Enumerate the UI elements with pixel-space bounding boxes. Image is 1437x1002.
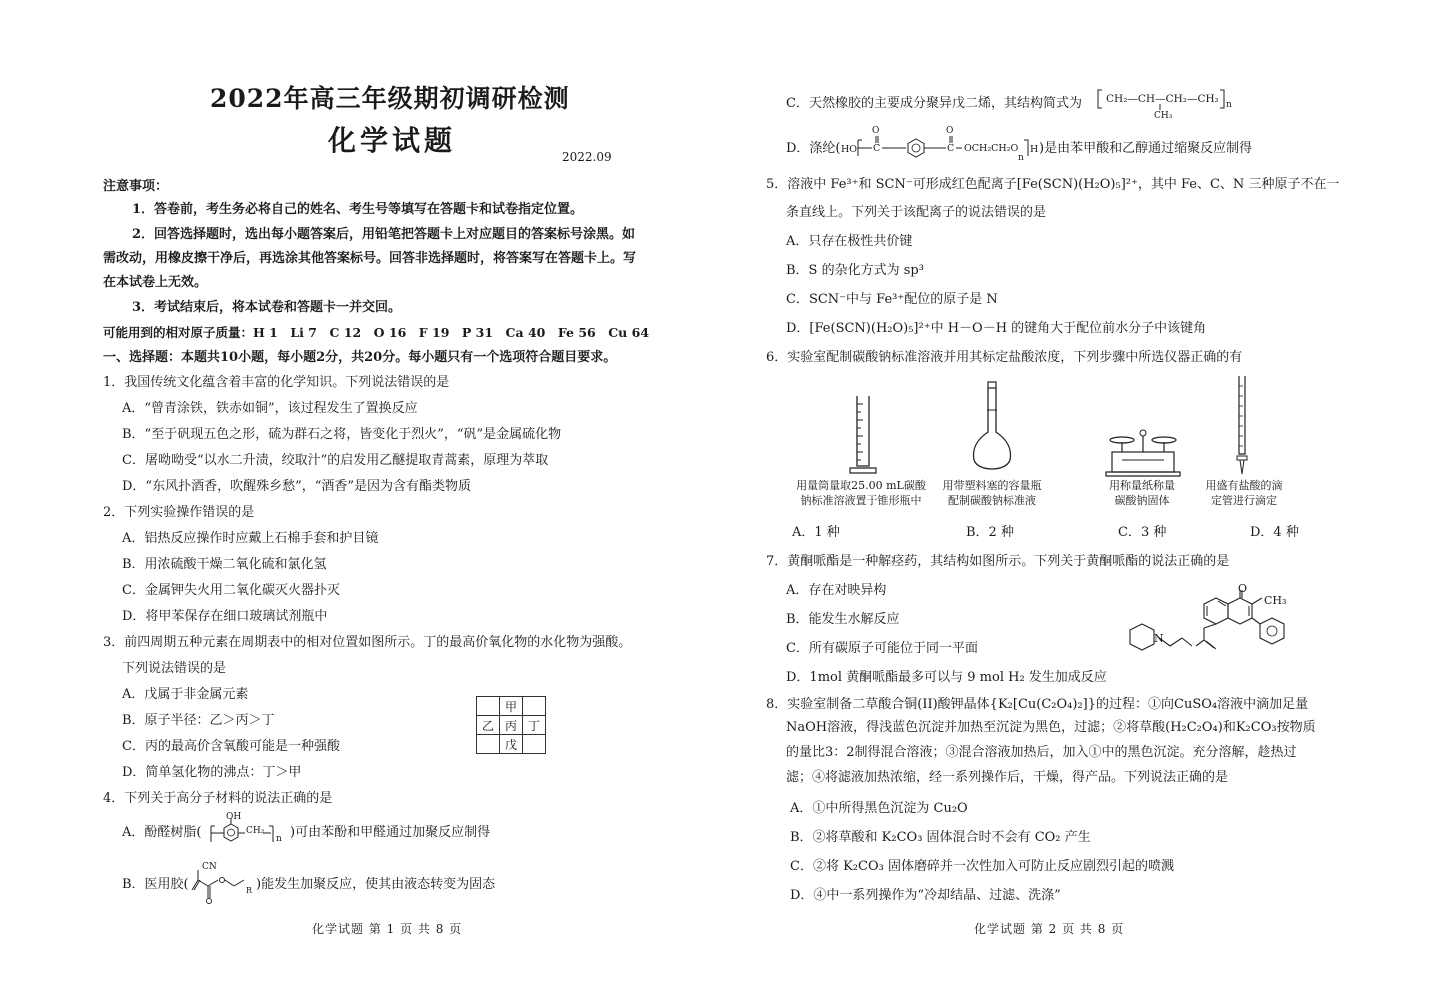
q6-caption-1-line-2: 钠标准溶液置于锥形瓶中 xyxy=(800,494,922,507)
q2-option-c: C．金属钾失火用二氧化碳灭火器扑灭 xyxy=(122,583,340,598)
q1-option-c: C．屠呦呦受“以水二升渍，绞取汁”的启发用乙醚提取青蒿素，原理为萃取 xyxy=(122,453,549,468)
q6-caption-3-line-1: 用称量纸称量 xyxy=(1109,479,1175,492)
cell-jia: 甲 xyxy=(500,697,523,716)
q7-option-d: D．1mol 黄酮哌酯最多可以与 9 mol H₂ 发生加成反应 xyxy=(786,670,1107,685)
subject-title: 化学试题 xyxy=(328,124,457,157)
exam-date: 2022.09 xyxy=(562,150,612,164)
q6-caption-1 xyxy=(780,478,942,508)
q1-stem: 1．我国传统文化蕴含着丰富的化学知识。下列说法错误的是 xyxy=(103,375,450,390)
pet-tail-label: OCH₂CH₂O xyxy=(964,143,1019,154)
cell-ding: 丁 xyxy=(523,716,546,735)
note-3: 3．考试结束后，将本试卷和答题卡一并交回。 xyxy=(132,300,402,315)
q8-option-c: C．②将 K₂CO₃ 固体磨碎并一次性加入可防止反应剧烈引起的喷溅 xyxy=(790,859,1174,874)
q3-option-a: A．戊属于非金属元素 xyxy=(122,687,249,702)
pet-o2-label: O xyxy=(946,126,954,136)
q7-stem: 7．黄酮哌酯是一种解痉药，其结构如图所示。下列关于黄酮哌酯的说法正确的是 xyxy=(766,554,1230,569)
phenol-oh-label: OH xyxy=(226,812,242,822)
q4-option-a-post: )可由苯酚和甲醛通过加聚反应制得 xyxy=(290,825,491,840)
polyisoprene-n: n xyxy=(1226,100,1232,110)
pet-c1-label: C xyxy=(873,143,881,154)
q6-caption-2 xyxy=(924,478,1060,508)
q6-caption-3-line-2: 碳酸钠固体 xyxy=(1114,494,1170,507)
q2-option-a: A．铝热反应操作时应戴上石棉手套和护目镜 xyxy=(122,531,379,546)
note-2: 2．回答选择题时，选出每小题答案后，用铅笔把答题卡上对应题目的答案标号涂黑。如 xyxy=(132,227,636,242)
note-1: 1．答卷前，考生务必将自己的姓名、考生号等填写在答题卡和试卷指定位置。 xyxy=(132,202,584,217)
q2-stem: 2．下列实验操作错误的是 xyxy=(103,505,255,520)
q8-stem-2: NaOH溶液，得浅蓝色沉淀并加热至沉淀为黑色，过滤；②将草酸(H₂C₂O₄)和K₂CO₃按物质 xyxy=(786,720,1316,735)
q6-option-d: D．4 种 xyxy=(1250,525,1299,540)
periodic-position-table xyxy=(476,696,546,754)
q4-option-d-pre: D．涤纶( xyxy=(786,141,841,156)
q4-option-c: C．天然橡胶的主要成分聚异戊二烯，其结构简式为 xyxy=(786,96,1082,111)
q8-stem-3: 的量比3：2制得混合溶液；③混合溶液加热后，加入①中的黑色沉淀。充分溶解，趁热过 xyxy=(786,745,1297,760)
q3-option-b: B．原子半径：乙＞丙＞丁 xyxy=(122,713,275,728)
q5-option-a: A．只存在极性共价键 xyxy=(786,234,913,249)
page-1-footer: 化学试题 第 1 页 共 8 页 xyxy=(312,922,463,936)
note-2-end: 在本试卷上无效。 xyxy=(103,275,208,290)
q7-option-a: A．存在对映异构 xyxy=(786,583,887,598)
note-2-cont: 需改动，用橡皮擦干净后，再选涂其他答案标号。回答非选择题时，将答案写在答题卡上。写 xyxy=(103,251,637,266)
flavoxate-o-label: O xyxy=(1238,582,1248,595)
q1-option-d: D．“东风扑酒香，吹醒殊乡愁”，“酒香”是因为含有酯类物质 xyxy=(122,479,472,494)
page-2 xyxy=(718,0,1437,1002)
polyisoprene-formula: CH₂—CH—CH₂—CH₂ xyxy=(1106,93,1219,105)
phenol-ch2-label: CH₂ xyxy=(246,826,265,836)
q6-option-b: B．2 种 xyxy=(966,525,1014,540)
q4-option-d-post: )是由苯甲酸和乙醇通过缩聚反应制得 xyxy=(1039,141,1253,156)
q3-stem: 3．前四周期五种元素在周期表中的相对位置如图所示。丁的最高价氧化物的水化物为强酸。 xyxy=(103,635,632,650)
volumetric-flask-icon xyxy=(970,380,1014,476)
q3-option-d: D．简单氢化物的沸点：丁＞甲 xyxy=(122,765,302,780)
q8-stem-4: 滤；④将滤液加热浓缩，经一系列操作后，干燥，得产品。下列说法正确的是 xyxy=(786,770,1229,785)
q2-option-b: B．用浓硫酸干燥二氧化硫和氯化氢 xyxy=(122,557,327,572)
q6-caption-2-line-2: 配制碳酸钠标准液 xyxy=(948,494,1036,507)
q6-option-a: A．1 种 xyxy=(792,525,840,540)
glue-r-label: R xyxy=(246,886,253,895)
q6-caption-2-line-1: 用带塑料塞的容量瓶 xyxy=(942,479,1042,492)
q5-option-d: D．[Fe(SCN)(H₂O)₅]²⁺中 H－O－H 的键角大于配位前水分子中该键角 xyxy=(786,321,1207,336)
q5-stem: 5．溶液中 Fe³⁺和 SCN⁻可形成红色配离子[Fe(SCN)(H₂O)₅]²⁺，其中 Fe、C、N 三种原子不在一 xyxy=(766,177,1340,192)
q6-caption-3 xyxy=(1088,478,1196,508)
q3-stem-cont: 下列说法错误的是 xyxy=(122,661,227,676)
q2-option-d: D．将甲苯保存在细口玻璃试剂瓶中 xyxy=(122,609,328,624)
page-1 xyxy=(0,0,718,1002)
pet-c2-label: C xyxy=(947,143,955,154)
q4-option-b-pre: B．医用胶( xyxy=(122,877,189,892)
q1-option-b: B．“至于矾现五色之形，硫为群石之将，皆变化于烈火”，“矾”是金属硫化物 xyxy=(122,427,562,442)
q4-option-b-post: )能发生加聚反应，使其由液态转变为固态 xyxy=(256,877,496,892)
q6-caption-1-line-1: 用量筒量取25.00 mL碳酸 xyxy=(796,479,926,492)
cell-wu: 戊 xyxy=(500,735,523,754)
q6-option-c: C．3 种 xyxy=(1118,525,1167,540)
burette-icon xyxy=(1232,374,1252,478)
q8-option-b: B．②将草酸和 K₂CO₃ 固体混合时不会有 CO₂ 产生 xyxy=(790,830,1091,845)
q8-stem-1: 8．实验室制备二草酸合铜(II)酸钾晶体{K₂[Cu(C₂O₄)₂]}的过程：①向CuSO₄溶液中滴加足量 xyxy=(766,697,1309,712)
glue-cn-label: CN xyxy=(202,862,217,872)
q4-option-a-pre: A．酚醛树脂( xyxy=(122,825,202,840)
cell-yi: 乙 xyxy=(477,716,500,735)
q8-option-a: A．①中所得黑色沉淀为 Cu₂O xyxy=(790,801,968,816)
atomic-masses: 可能用到的相对原子质量：H 1 Li 7 C 12 O 16 F 19 P 31 Ca 40 Fe 56 Cu 64 xyxy=(103,325,650,340)
pet-o1-label: O xyxy=(872,126,880,136)
q6-stem: 6．实验室配制碳酸钠标准溶液并用其标定盐酸浓度，下列步骤中所选仪器正确的有 xyxy=(766,350,1243,365)
phenol-n-label: n xyxy=(276,834,282,844)
pet-ho-label: HO xyxy=(841,144,858,155)
section-1-heading: 一、选择题：本题共10小题，每小题2分，共20分。每小题只有一个选项符合题目要求。 xyxy=(103,350,617,365)
q5-option-b: B．S 的杂化方式为 sp³ xyxy=(786,263,924,278)
flavoxate-ch3-label: CH₃ xyxy=(1264,594,1287,607)
page-2-footer: 化学试题 第 2 页 共 8 页 xyxy=(974,922,1125,936)
q6-caption-4-line-2: 定管进行滴定 xyxy=(1211,494,1277,507)
cell-bing: 丙 xyxy=(500,716,523,735)
pet-n-label: n xyxy=(1018,153,1024,163)
exam-title: 2022年高三年级期初调研检测 xyxy=(210,84,570,113)
polyisoprene-ch3: CH₃ xyxy=(1154,111,1173,121)
pet-h-label: H xyxy=(1030,144,1039,155)
q6-caption-4-line-1: 用盛有盐酸的滴 xyxy=(1205,479,1283,492)
q5-option-c: C．SCN⁻中与 Fe³⁺配位的原子是 N xyxy=(786,292,998,307)
graduated-cylinder-icon xyxy=(846,394,880,476)
q8-option-d: D．④中一系列操作为“冷却结晶、过滤、洗涤” xyxy=(790,888,1061,903)
q3-option-c: C．丙的最高价含氧酸可能是一种强酸 xyxy=(122,739,340,754)
q4-stem: 4．下列关于高分子材料的说法正确的是 xyxy=(103,791,333,806)
balance-scale-icon xyxy=(1102,426,1184,478)
q7-option-c: C．所有碳原子可能位于同一平面 xyxy=(786,641,978,656)
flavoxate-n-label: N xyxy=(1154,632,1164,645)
q5-stem-cont: 条直线上。下列关于该配离子的说法错误的是 xyxy=(786,205,1047,220)
q7-option-b: B．能发生水解反应 xyxy=(786,612,900,627)
notes-heading: 注意事项： xyxy=(103,179,169,194)
q1-option-a: A．“曾青涂铁，铁赤如铜”，该过程发生了置换反应 xyxy=(122,401,418,416)
q6-caption-4 xyxy=(1190,478,1298,508)
